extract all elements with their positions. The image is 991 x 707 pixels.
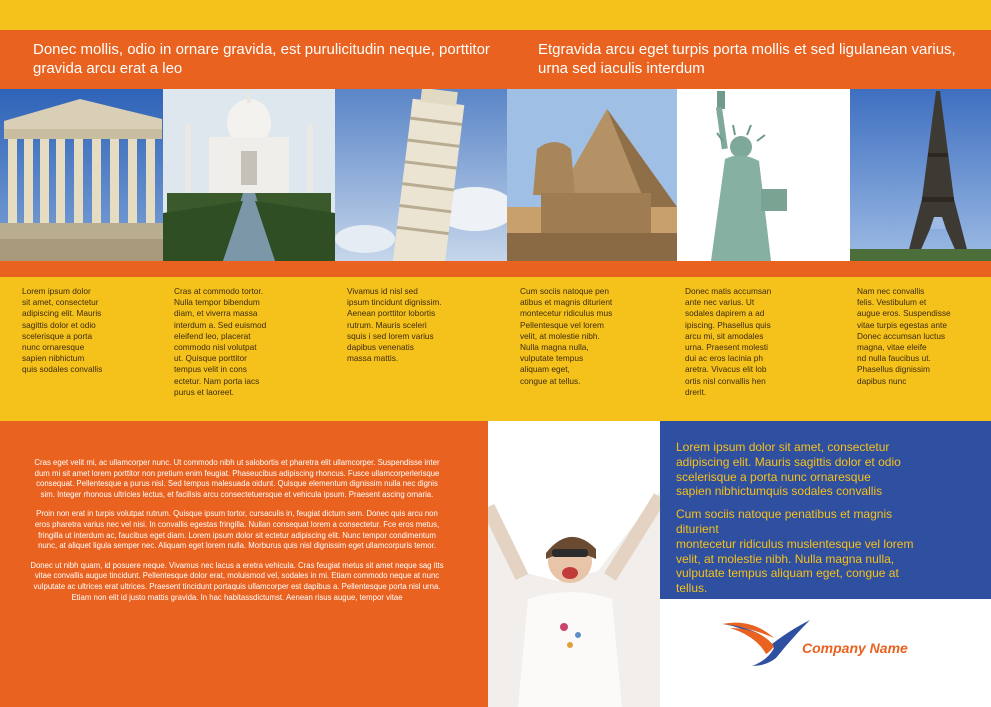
blue-paragraph-1: Lorem ipsum dolor sit amet, consectetur adipiscing elit. Mauris sagittis dolor et odio scelerisque a porta nunc ornaresque sapien nibhictumquis sodales convallis: [676, 440, 901, 499]
caption-column-5: Donec matis accumsan ante nec varius. Ut sodales dapirem a ad ipiscing. Phasellus quis arcu mi, sit amodales urna. Praesent molesti dui ac eros lacinia ph aretra. Vivacus elit lob ortis nisl convallis hen drerit.: [685, 286, 772, 397]
orange-paragraph-3: Donec ut nibh quam, id posuere neque. Vivamus nec lacus a eretra vehicula. Cras feugiat metus sit amet neque sag itts vitae convallis augue tincidunt. Pellentesque dolor erat, moluismod vel, sodales in mi. Etiam commodo neque at nunc vulputate ac ultrices erat ultrices. Praesent tincidunt portaquis ullamcorper est dapibus a. Pellentesque porta nisl urna. Etiam non elit id justo mattis gravida. In hac habitassdictumst. Aenean risus augue, tempor vitae: [30, 560, 444, 602]
landmark-photo-row: [0, 89, 991, 261]
taj-mahal-image: [163, 89, 335, 261]
top-yellow-band: [0, 0, 991, 30]
eiffel-tower-image: [850, 89, 991, 261]
sphinx-pyramid-image: [507, 89, 677, 261]
leaning-tower-pisa-image: [335, 89, 507, 261]
orange-paragraph-2: Proin non erat in turpis volutpat rutrum. Quisque ipsum tortor, cursaculis in, feugiat dictum sem. Donec quis arcu non eros pharetra varius nec vel nisi. In convallis egestas fringilla. Nullan consequat lorem a consectetur. Fce eros metus, fringilla ut interdum ac, faucibus eget diam. Lorem ipsum dolor sit ectetur adipiscing elit. Nunc tempor condimentum nunc, at aliquet ligula semper nec. Aliquam eget lorem nulla. Morburus quis nisl dignissim eget ullamcorpuris temor.: [34, 509, 440, 551]
header-right-text: Etgravida arcu eget turpis porta mollis et sed ligulanean varius, urna sed iaculis interdum: [538, 41, 956, 77]
caption-column-1: Lorem ipsum dolor sit amet, consectetur adipiscing elit. Mauris sagittis dolor et odio scelerisque a porta nunc ornaresque sapien nibhictum quis sodales convallis: [22, 286, 103, 375]
parthenon-image: [0, 89, 163, 261]
company-logo: [720, 618, 812, 671]
header-left-text: Donec mollis, odio in ornare gravida, est purulicitudin neque, porttitor gravida arcu erat a leo: [33, 41, 490, 77]
blue-paragraph-2: Cum sociis natoque penatibus et magnis diturient montecetur ridiculus muslentesque vel lorem velit, at molestie nibh. Nulla magna nulla, vulputate tempus aliquam eget, congue at tellus.: [676, 507, 914, 596]
happy-woman-image: [488, 421, 660, 707]
company-name: Company Name: [802, 640, 908, 656]
orange-paragraph-1: Cras eget velit mi, ac ullamcorper nunc. Ut commodo nibh ut salobortis et pharetra elit ullamcorper. Suspendisse inter dum mi sit amet lorem porttitor non pretium enim feugiat. Phaseucibus adipiscing rhoncus. Fusce ullamcorperlerisque consequat. Pellentesque a purus nisl. Sed tempus malesuada oidunt. Quisque elementum dignissim nulla nec dignis sim. Integer rhonous ultricies lectus, et facilisis arcu consectetuersque et vehicula ipsum. Praesent ascing ornaria.: [34, 458, 440, 499]
orange-panel-text: [28, 458, 446, 612]
orange-divider-strip: [0, 261, 991, 277]
caption-column-3: Vivamus id nisl sed ipsum tincidunt dignissim. Aenean porttitor lobortis rutrum. Mauris sceleri squis i sed lorem varius dapibus venenatis massa mattis.: [347, 286, 442, 364]
caption-column-4: Cum sociis natoque pen atibus et magnis diturient montecetur ridiculus mus Pellentesque vel lorem velit, at molestie nibh. Nulla magna nulla, vulputate tempus aliquam eget, congue at tellus.: [520, 286, 613, 386]
statue-of-liberty-image: [677, 89, 850, 261]
caption-column-2: Cras at commodo tortor. Nulla tempor bibendum diam, et viverra massa interdum a. Sed euismod eleifend leo, placerat commodo nisl volutpat ut. Quisque porttitor tempus velit in cons ectetur. Nam porta iacs purus et laoreet.: [174, 286, 267, 397]
caption-column-6: Nam nec convallis felis. Vestibulum et augue eros. Suspendisse vitae turpis egestas ante Donec accumsan luctus magna, vitae eleife nd nulla faucibus ut. Phasellus dignissim dapibus nunc: [857, 286, 951, 386]
blue-panel-text: [676, 440, 976, 604]
